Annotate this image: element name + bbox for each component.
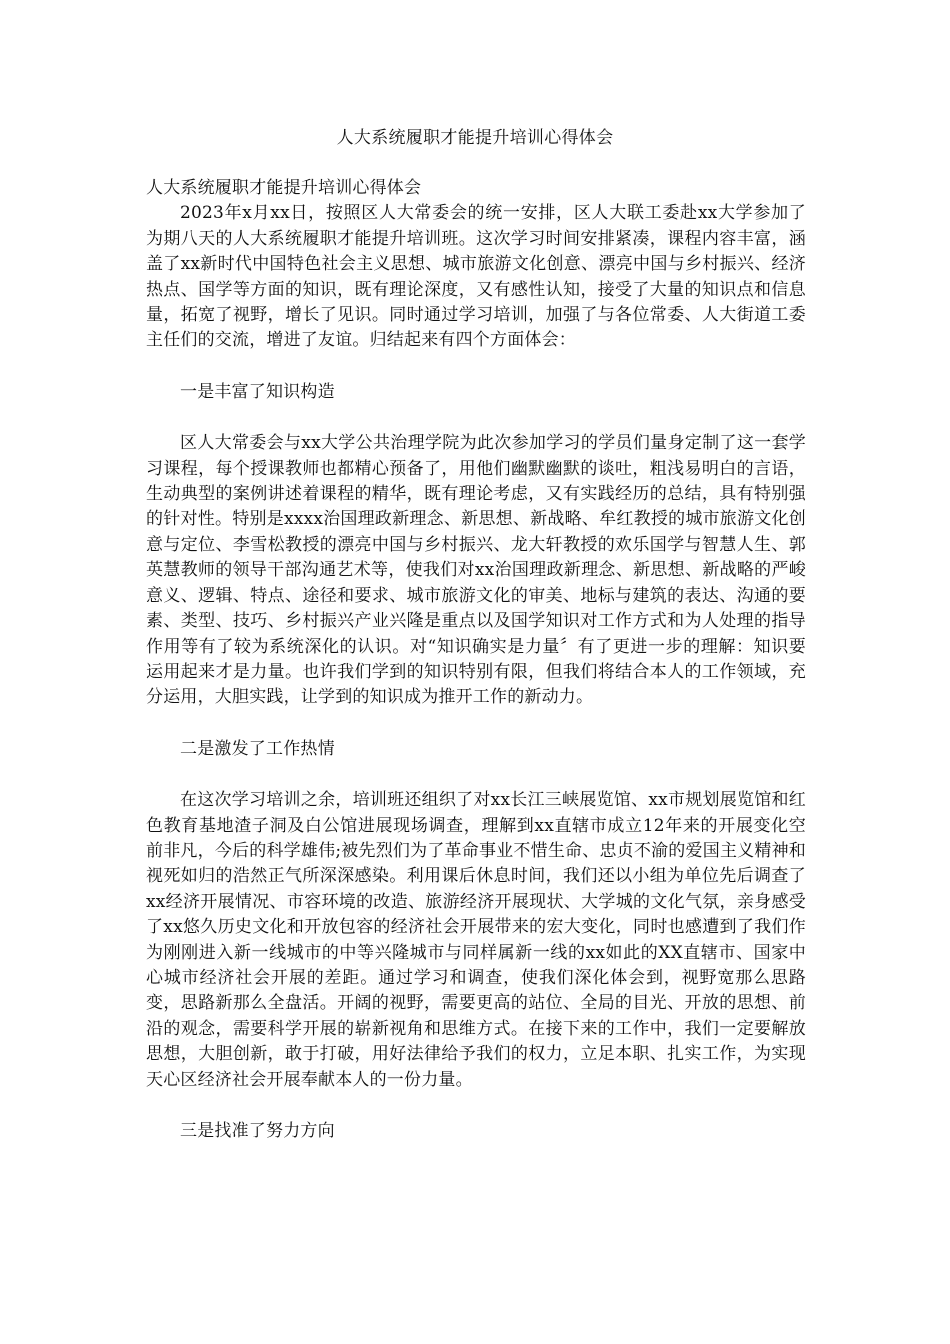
document-body [146, 176, 806, 1144]
document-subtitle: 人大系统履职才能提升培训心得体会 [146, 178, 422, 198]
intro-paragraph: 2023年x月xx日，按照区人大常委会的统一安排，区人大联工委赴xx大学参加了为期八天的人大系统履职才能提升培训班。这次学习时间安排紧凑，课程内容丰富，涵盖了xx新时代中国特色社会主义思想、城市旅游文化创意、漂亮中国与乡村振兴、经济热点、国学等方面的知识，既有理论深度，又有感性认知，接受了大量的知识点和信息量，拓宽了视野，增长了见识。同时通过学习培训，加强了与各位常委、人大街道工委主任们的交流，增进了友谊。归结起来有四个方面体会： [146, 203, 806, 351]
section-heading-1: 一是丰富了知识构造 [180, 381, 335, 402]
section-2-paragraph: 在这次学习培训之余，培训班还组织了对xx长江三峡展览馆、xx市规划展览馆和红色教育基地渣子洞及白公馆进展现场调查，理解到xx直辖市成立12年来的开展变化空前非凡，今后的科学雄伟;被先烈们为了革命事业不惜生命、忠贞不渝的爱国主义精神和视死如归的浩然正气所深深感染。利用课后休息时间，我们还以小组为单位先后调查了xx经济开展情况、市容环境的改造、旅游经济开展现状、大学城的文化气氛，亲身感受了xx悠久历史文化和开放包容的经济社会开展带来的宏大变化，同时也感遭到了我们作为刚刚进入新一线城市的中等兴隆城市与同样属新一线的xx如此的XX直辖市、国家中心城市经济社会开展的差距。通过学习和调查，使我们深化体会到，视野宽那么思路变，思路新那么全盘活。开阔的视野，需要更高的站位、全局的目光、开放的思想、前沿的观念，需要科学开展的崭新视角和思维方式。在接下来的工作中，我们一定要解放思想，大胆创新，敢于打破，用好法律给予我们的权力，立足本职、扎实工作，为实现天心区经济社会开展奉献本人的一份力量。 [146, 790, 806, 1090]
document-title: 人大系统履职才能提升培训心得体会 [336, 128, 614, 148]
paragraph-spacer [146, 1093, 806, 1119]
paragraph-spacer [146, 405, 806, 431]
section-heading-3: 三是找准了努力方向 [180, 1121, 335, 1141]
paragraph-spacer [146, 711, 806, 737]
section-heading-2: 二是激发了工作热情 [180, 738, 335, 759]
section-1-paragraph: 区人大常委会与xx大学公共治理学院为此次参加学习的学员们量身定制了这一套学习课程，每个授课教师也都精心预备了，用他们幽默幽默的谈吐，粗浅易明白的言语，生动典型的案例讲述着课程的精华，既有理论考虑，又有实践经历的总结，具有特别强的针对性。特别是xxxx治国理政新理念、新思想、新战略、牟红教授的城市旅游文化创意与定位、李雪松教授的漂亮中国与乡村振兴、龙大轩教授的欢乐国学与智慧人生、郭英慧教师的领导干部沟通艺术等，使我们对xx治国理政新理念、新思想、新战略的严峻意义、逻辑、特点、途径和要求、城市旅游文化的审美、地标与建筑的表达、沟通的要素、类型、技巧、乡村振兴产业兴隆是重点以及国学知识对工作方式和为人处理的指导作用等有了较为系统深化的认识。对“知识确实是力量〞有了更进一步的理解：知识要运用起来才是力量。也许我们学到的知识特别有限，但我们将结合本人的工作领域，充分运用，大胆实践，让学到的知识成为推开工作的新动力。 [146, 433, 806, 708]
paragraph-spacer [146, 354, 806, 380]
paragraph-spacer [146, 762, 806, 788]
